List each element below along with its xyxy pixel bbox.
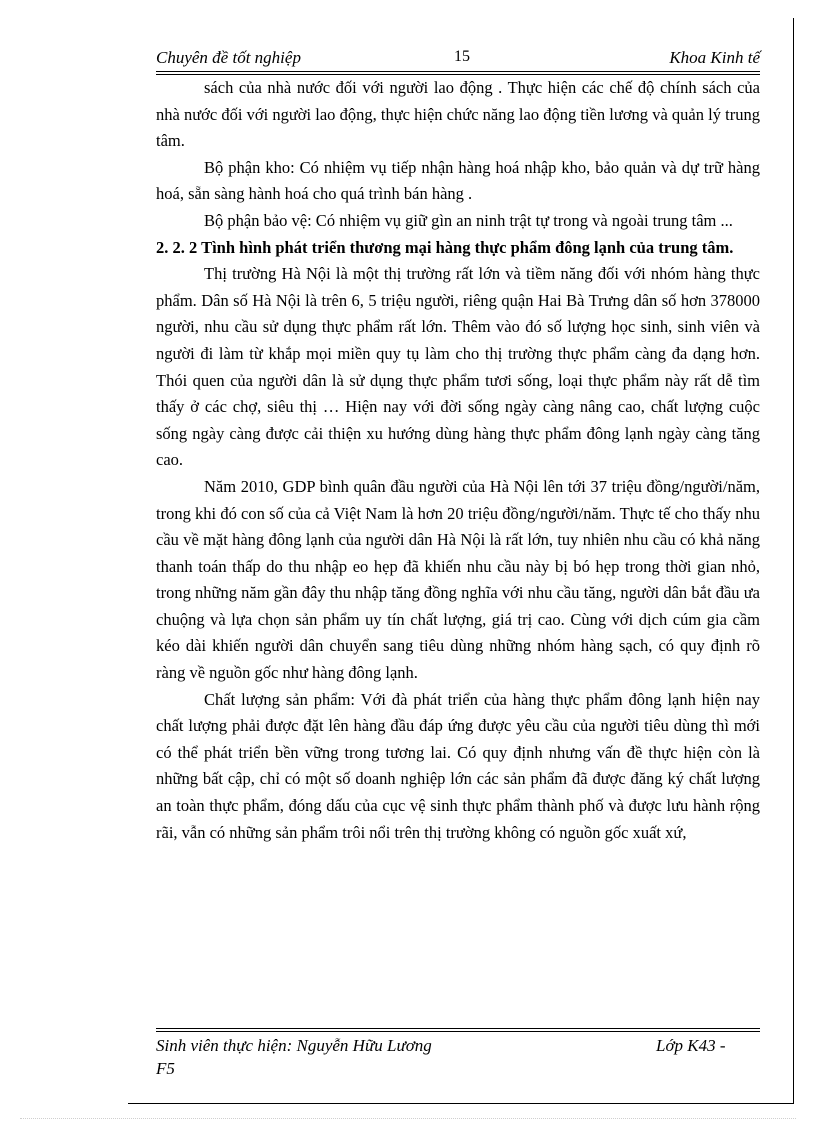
page-body [156,75,760,846]
section-heading: 2. 2. 2 Tình hình phát triển thương mại hàng thực phẩm đông lạnh của trung tâm. [156,237,734,257]
paragraph: Năm 2010, GDP bình quân đầu người của Hà Nội lên tới 37 triệu đồng/người/năm, trong khi đó con số của cả Việt Nam là hơn 20 triệu đồng/người/năm. Thực tế cho thấy nhu cầu về mặt hàng đông lạnh của người dân Hà Nội là rất lớn, tuy nhiên nhu cầu có khả năng thanh toán thấp do thu nhập eo hẹp đã khiến nhu cầu này bị bó hẹp trong thời gian nhỏ, trong những năm gần đây thu nhập tăng đồng nghĩa với nhu cầu tăng, người dân bắt đầu ưa chuộng và lựa chọn sản phẩm uy tín chất lượng, giá trị cao. Cùng với dịch cúm gia cầm kéo dài khiến người dân chuyển sang tiêu dùng những nhóm hàng sạch, có quy định rõ ràng về nguồn gốc như hàng đông lạnh. [156,476,760,683]
paragraph: Bộ phận kho: Có nhiệm vụ tiếp nhận hàng hoá nhập kho, bảo quản và dự trữ hàng hoá, sẵn sàng hành hoá cho quá trình bán hàng . [156,157,760,204]
footer-class: Lớp K43 - [656,1036,726,1055]
paragraph: sách của nhà nước đối với người lao động . Thực hiện các chế độ chính sách của nhà nước đối với người lao động, thực hiện chức năng lao động tiền lương và quản lý trung tâm. [156,78,760,151]
header-left-text: Chuyên đề tốt nghiệp [156,48,301,67]
paragraph: Bộ phận bảo vệ: Có nhiệm vụ giữ gìn an ninh trật tự trong và ngoài trung tâm ... [204,210,733,230]
footer-divider [156,1028,760,1032]
page-bottom-dotted-line [20,1118,796,1119]
page-header [156,48,760,72]
footer-student-name: Sinh viên thực hiện: Nguyễn Hữu Lương [156,1036,432,1055]
paragraph: Chất lượng sản phẩm: Với đà phát triển của hàng thực phẩm đông lạnh hiện nay chất lượng phải được đặt lên hàng đầu đáp ứng được yêu cầu của người tiêu dùng thì mới có thể phát triển bền vững trong tương lai. Có quy định nhưng vấn đề thực hiện còn là những bất cập, chỉ có một số doanh nghiệp lớn các sản phẩm đã được đăng ký chất lượng an toàn thực phẩm, đóng dấu của cục vệ sinh thực phẩm thành phố và được lưu hành rộng rãi, vẫn có những sản phẩm trôi nổi trên thị trường không có nguồn gốc xuất xứ, [156,689,760,842]
page-number: 15 [454,48,470,65]
paragraph: Thị trường Hà Nội là một thị trường rất lớn và tiềm năng đối với nhóm hàng thực phẩm. Dân số Hà Nội là trên 6, 5 triệu người, riêng quận Hai Bà Trưng dân số hơn 378000 người, nhu cầu sử dụng thực phẩm rất lớn. Thêm vào đó số lượng học sinh, sinh viên và người đi làm từ khắp mọi miền quy tụ làm cho thị trường thực phẩm càng đa dạng hơn. Thói quen của người dân là sử dụng thực phẩm tươi sống, loại thực phẩm này rất dễ tìm thấy ở các chợ, siêu thị … Hiện nay với đời sống ngày càng nâng cao, chất lượng cuộc sống ngày càng được cải thiện xu hướng dùng hàng thực phẩm đông lạnh ngày càng tăng cao. [156,264,760,470]
header-right-text: Khoa Kinh tế [669,48,760,67]
footer-class-suffix: F5 [156,1059,175,1078]
